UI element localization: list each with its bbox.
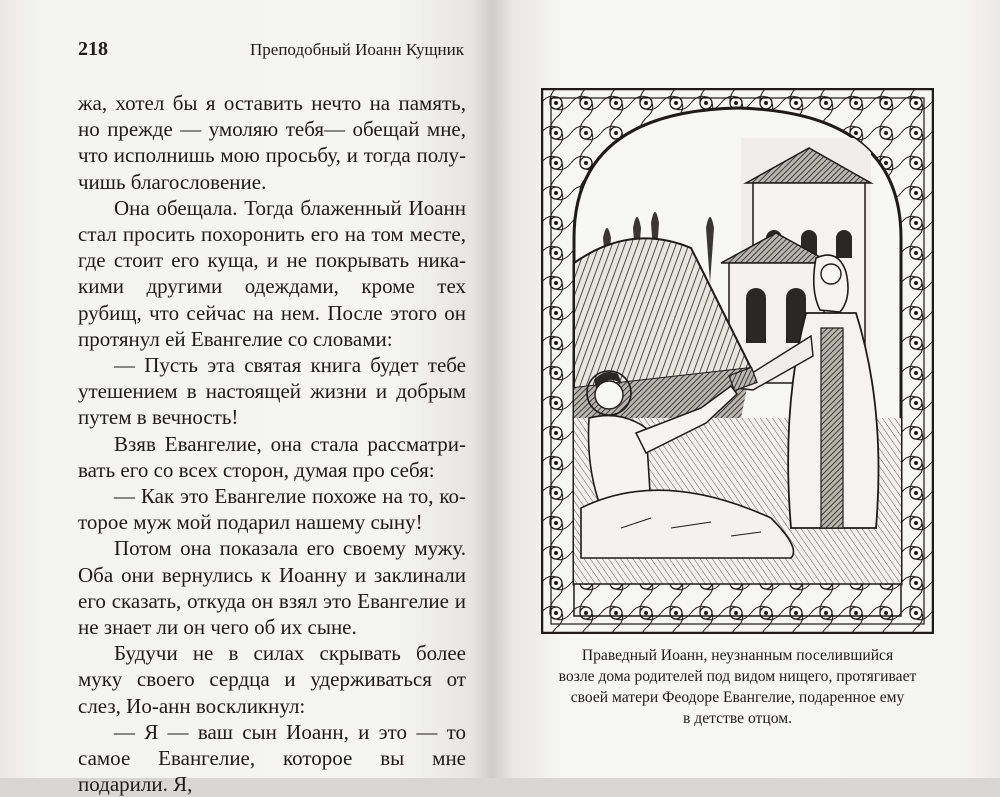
- paragraph-7: [78, 640, 466, 719]
- text-line: Она обещала. Тогда блаженный Иоанн: [114, 195, 466, 220]
- text-line: чишь благословение.: [78, 169, 267, 194]
- text-line: Потом она показала его своему мужу.: [114, 536, 466, 561]
- text-line: его сказать, откуда он взял это Евангелие и: [78, 588, 466, 613]
- text-line: Оба они вернулись к Иоанну и заклинали: [78, 562, 466, 587]
- running-title: Преподобный Иоанн Кущник: [250, 40, 464, 59]
- text-line: кими другими одеждами, кроме тех рубищ,: [78, 274, 466, 325]
- paragraph-1: [78, 90, 466, 195]
- paragraph-6: [78, 535, 466, 640]
- text-line: утешением в настоящей жизни и добрым: [78, 379, 466, 404]
- body-text: [78, 90, 466, 797]
- left-page: [0, 0, 492, 797]
- text-line: — Я — ваш сын Иоанн, и это — то самое: [78, 719, 466, 771]
- text-line: вать его со всех сторон, думая про себя:: [78, 457, 435, 482]
- paragraph-8: [78, 719, 466, 797]
- text-line: стал просить похоронить его на том месте,: [78, 222, 466, 247]
- text-line: что сейчас на нем. После этого он протянул: [78, 300, 466, 351]
- text-line: торое муж мой подарил нашему сыну!: [78, 510, 423, 535]
- illustration: [541, 88, 934, 634]
- caption-line: Праведный Иоанн, неузнанным поселившийся: [581, 647, 894, 664]
- engraving-illustration: [541, 88, 934, 634]
- text-line: Евангелие, которое вы мне подарили. Я,: [78, 746, 466, 797]
- page-header: [78, 38, 464, 66]
- illustration-caption: [535, 645, 940, 729]
- text-line: но прежде — умоляю тебя— обещай мне,: [78, 117, 466, 142]
- text-line: Взяв Евангелие, она стала рассматри-: [114, 431, 466, 456]
- text-line: своего сердца и удерживаться от слез, Ио-: [78, 667, 466, 718]
- paragraph-4: [78, 431, 466, 483]
- caption-line: в детстве отцом.: [683, 710, 792, 727]
- caption-line: возле дома родителей под видом нищего, протягивает: [558, 668, 917, 685]
- text-line: — Пусть эта святая книга будет тебе: [114, 353, 466, 378]
- text-line: ей Евангелие со словами:: [165, 326, 393, 351]
- text-line: путем в вечность!: [78, 405, 239, 430]
- paragraph-3: [78, 352, 466, 431]
- text-line: жа, хотел бы я оставить нечто на память,: [78, 91, 466, 115]
- paragraph-2: [78, 195, 466, 352]
- page-number: 218: [78, 38, 108, 60]
- text-line: Будучи не в силах скрывать более муку: [78, 641, 466, 692]
- text-line: — Как это Евангелие похоже на то, ко-: [114, 484, 466, 509]
- text-line: не знает ли он чего об их сыне.: [78, 615, 357, 640]
- text-line: анн воскликнул:: [158, 693, 306, 718]
- text-line: где стоит его куща, и не покрывать ника-: [78, 248, 466, 273]
- text-line: что исполнишь мою просьбу, и тогда полу-: [78, 143, 466, 168]
- caption-line: своей матери Феодоре Евангелие, подаренное ему: [570, 689, 905, 706]
- paragraph-5: [78, 483, 466, 535]
